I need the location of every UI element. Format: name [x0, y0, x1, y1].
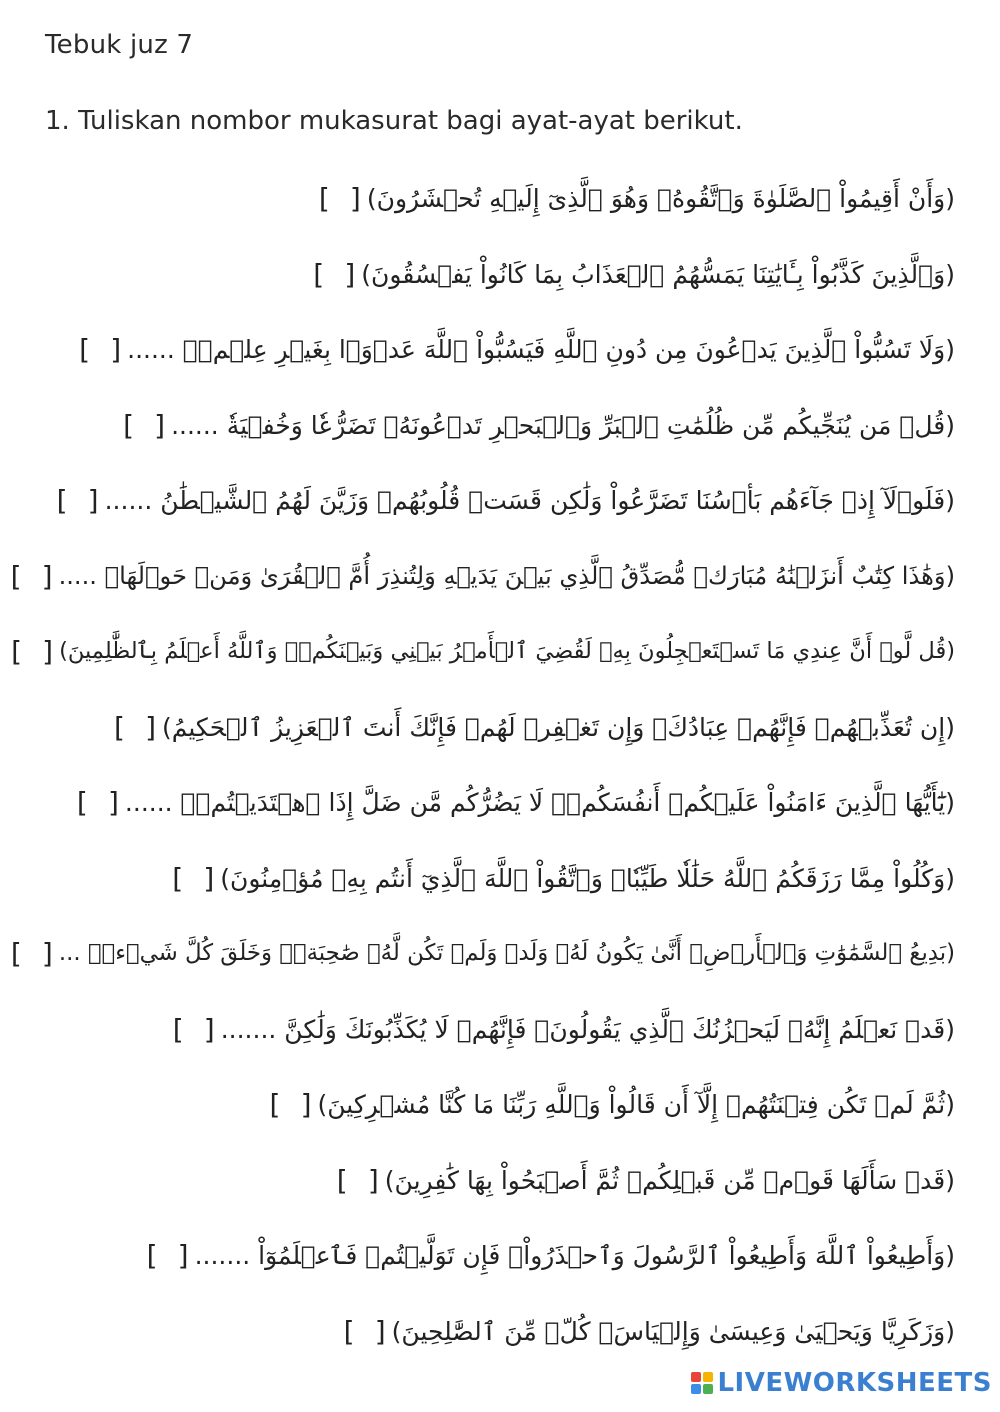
ayah-row	[173, 1009, 955, 1049]
open-bracket: [	[10, 936, 22, 970]
ayah-text: (وَزَكَرِيَّا وَيَحۡيَىٰ وَعِيسَىٰ وَإِلۡيَاسَۖ كُلّٞ مِّنَ ٱلصَّٰلِحِينَ)	[391, 1316, 955, 1346]
ayah-text: (وَأَطِيعُواْ ٱللَّهَ وَأَطِيعُواْ ٱلرَّسُولَ وَٱحۡذَرُواْۚ فَإِن تَوَلَّيۡتُمۡ فَٱعۡلَمُوٓاْ .......	[194, 1240, 955, 1270]
close-bracket: ]	[145, 710, 156, 744]
close-bracket: ]	[107, 785, 119, 819]
ayah-row	[11, 556, 955, 596]
ayah-text: (وَكُلُواْ مِمَّا رَزَقَكُمُ ٱللَّهُ حَلَٰلٗا طَيِّبٗاۚ وَٱتَّقُواْ ٱللَّهَ ٱلَّذِيٓ أَنتُم بِهِۦ مُؤۡمِنُونَ)	[220, 863, 955, 893]
page-number-answer-box[interactable]	[147, 1238, 189, 1272]
page-number-answer-box[interactable]	[344, 1314, 386, 1348]
close-bracket: ]	[344, 257, 356, 291]
ayah-row	[57, 480, 955, 520]
ayah-text: (وَهَٰذَا كِتَٰبٌ أَنزَلۡنَٰهُ مُبَارَكٞ مُّصَدِّقُ ٱلَّذِي بَيۡنَ يَدَيۡهِ وَلِتُنذِرَ أُمَّ ٱلۡقُرَىٰ وَمَنۡ حَوۡلَهَاۚ .....	[58, 562, 955, 590]
open-bracket: [	[172, 1012, 184, 1046]
page-number-answer-box[interactable]	[173, 1012, 215, 1046]
page-number-answer-box[interactable]	[270, 1087, 312, 1121]
close-bracket: ]	[177, 1238, 189, 1272]
open-bracket: [	[336, 1163, 348, 1197]
page-number-answer-box[interactable]	[114, 710, 156, 744]
open-bracket: [	[10, 559, 22, 593]
close-bracket: ]	[87, 483, 99, 517]
open-bracket: [	[146, 1238, 158, 1272]
liveworksheets-logo-icon	[691, 1372, 713, 1394]
open-bracket: [	[343, 1314, 355, 1348]
close-bracket: ]	[300, 1087, 312, 1121]
close-bracket: ]	[41, 936, 53, 970]
open-bracket: [	[318, 181, 330, 215]
page-number-answer-box[interactable]	[11, 559, 53, 593]
open-bracket: [	[172, 861, 184, 895]
close-bracket: ]	[367, 1163, 379, 1197]
page-number-answer-box[interactable]	[11, 634, 53, 668]
close-bracket: ]	[41, 559, 53, 593]
ayah-text: (وَأَنْ أَقِيمُواْ ٱلصَّلَوٰةَ وَٱتَّقُوهُۚ وَهُوَ ٱلَّذِىٓ إِلَيۡهِ تُحۡشَرُونَ)	[366, 183, 955, 213]
liveworksheets-logo	[691, 1368, 992, 1398]
open-bracket: [	[269, 1087, 281, 1121]
ayah-text: (إِن تُعَذِّبۡهُمۡ فَإِنَّهُمۡ عِبَادُكَۖ وَإِن تَغۡفِرۡ لَهُمۡ فَإِنَّكَ أَنتَ ٱلۡعَزِيزُ ٱلۡحَكِيمُ)	[162, 712, 955, 742]
ayah-text: (قَدۡ سَأَلَهَا قَوۡمٞ مِّن قَبۡلِكُمۡ ثُمَّ أَصۡبَحُواْ بِهَا كَٰفِرِينَ)	[384, 1165, 955, 1195]
ayah-text: (قُلۡ مَن يُنَجِّيكُم مِّن ظُلُمَٰتِ ٱلۡبَرِّ وَٱلۡبَحۡرِ تَدۡعُونَهُۥ تَضَرُّعٗا وَخُفۡيَةٗ ......	[171, 410, 955, 440]
ayah-text: (يَٰٓأَيُّهَا ٱلَّذِينَ ءَامَنُواْ عَلَيۡكُمۡ أَنفُسَكُمۡۖ لَا يَضُرُّكُم مَّن ضَلَّ إِذَا ٱهۡتَدَيۡتُمۡۚ ......	[124, 787, 955, 817]
open-bracket: [	[11, 634, 23, 668]
page-number-answer-box[interactable]	[319, 181, 361, 215]
ayah-row	[147, 1235, 955, 1275]
ayah-row	[319, 178, 955, 218]
page-number-answer-box[interactable]	[123, 408, 165, 442]
close-bracket: ]	[203, 1012, 215, 1046]
close-bracket: ]	[110, 332, 122, 366]
ayah-row	[313, 254, 955, 294]
ayah-row	[79, 329, 955, 369]
open-bracket: [	[79, 332, 91, 366]
open-bracket: [	[56, 483, 68, 517]
page-number-answer-box[interactable]	[79, 332, 121, 366]
close-bracket: ]	[42, 634, 54, 668]
close-bracket: ]	[203, 861, 215, 895]
ayah-text: (قَدۡ نَعۡلَمُ إِنَّهُۥ لَيَحۡزُنُكَ ٱلَّذِي يَقُولُونَۖ فَإِنَّهُمۡ لَا يُكَذِّبُونَكَ وَلَٰكِنَّ .......	[220, 1014, 955, 1044]
page-number-answer-box[interactable]	[313, 257, 355, 291]
ayah-row	[344, 1311, 955, 1351]
ayah-row	[172, 858, 955, 898]
page-number-answer-box[interactable]	[57, 483, 99, 517]
ayah-text: (بَدِيعُ ٱلسَّمَٰوَٰتِ وَٱلۡأَرۡضِۖ أَنَّىٰ يَكُونُ لَهُۥ وَلَدٞ وَلَمۡ تَكُن لَّهُۥ صَٰحِبَةٞۖ وَخَلَقَ كُلَّ شَيۡءٖۖ ...	[58, 940, 955, 966]
question-instruction: 1. Tuliskan nombor mukasurat bagi ayat-ayat berikut.	[45, 106, 743, 136]
ayah-row	[11, 631, 955, 671]
open-bracket: [	[313, 257, 325, 291]
ayah-row	[123, 405, 955, 445]
ayah-text: (وَٱلَّذِينَ كَذَّبُواْ بِـَٔايَٰتِنَا يَمَسُّهُمُ ٱلۡعَذَابُ بِمَا كَانُواْ يَفۡسُقُونَ)	[361, 259, 955, 289]
ayah-text: (قُل لَّوۡ أَنَّ عِندِي مَا تَسۡتَعۡجِلُونَ بِهِۦ لَقُضِيَ ٱلۡأَمۡرُ بَيۡنِي وَبَيۡنَكُمۡۗ وَٱللَّهُ أَعۡلَمُ بِٱلظَّٰلِمِينَ)	[59, 638, 955, 664]
ayah-row	[337, 1160, 955, 1200]
logo-text: LIVEWORKSHEETS	[717, 1368, 992, 1398]
ayah-text: (فَلَوۡلَآ إِذۡ جَآءَهُم بَأۡسُنَا تَضَرَّعُواْ وَلَٰكِن قَسَتۡ قُلُوبُهُمۡ وَزَيَّنَ لَهُمُ ٱلشَّيۡطَٰنُ ......	[104, 485, 955, 515]
open-bracket: [	[123, 408, 134, 442]
page-number-answer-box[interactable]	[337, 1163, 379, 1197]
close-bracket: ]	[374, 1314, 386, 1348]
ayah-row	[77, 782, 955, 822]
page-number-answer-box[interactable]	[11, 936, 53, 970]
open-bracket: [	[114, 710, 125, 744]
ayah-text: (وَلَا تَسُبُّواْ ٱلَّذِينَ يَدۡعُونَ مِن دُونِ ٱللَّهِ فَيَسُبُّواْ ٱللَّهَ عَدۡوَۢا بِغَيۡرِ عِلۡمٖۗ ......	[127, 334, 955, 364]
ayah-row	[11, 933, 955, 973]
ayah-text: (ثُمَّ لَمۡ تَكُن فِتۡنَتُهُمۡ إِلَّآ أَن قَالُواْ وَٱللَّهِ رَبِّنَا مَا كُنَّا مُشۡرِكِينَ)	[317, 1089, 955, 1119]
page-number-answer-box[interactable]	[77, 785, 119, 819]
ayah-row	[114, 707, 955, 747]
open-bracket: [	[76, 785, 88, 819]
close-bracket: ]	[349, 181, 361, 215]
ayah-row	[270, 1084, 955, 1124]
page-number-answer-box[interactable]	[172, 861, 214, 895]
close-bracket: ]	[154, 408, 166, 442]
worksheet-title: Tebuk juz 7	[45, 30, 194, 60]
